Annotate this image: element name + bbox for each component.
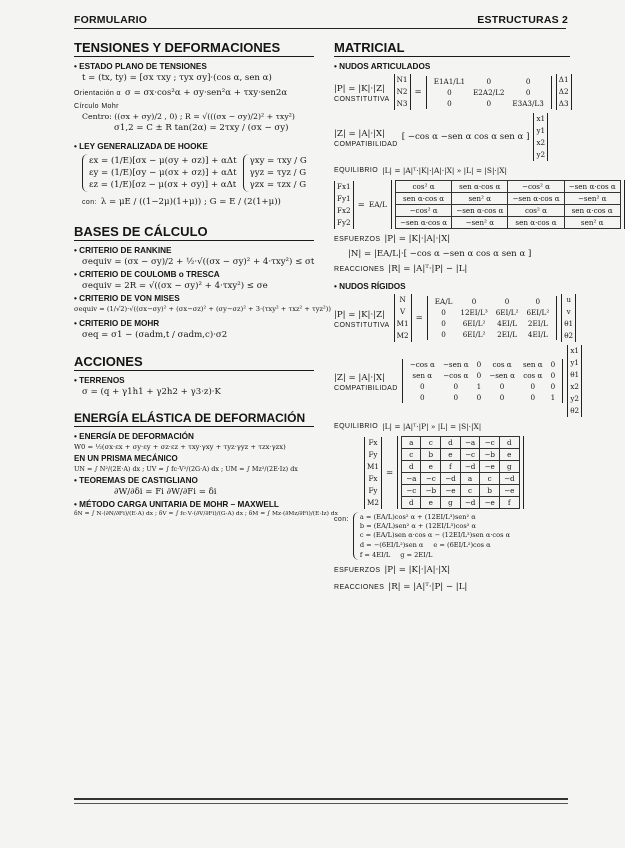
bullet-von-mises: • CRITERIO DE VON MISES: [74, 294, 314, 303]
art-p-eq: |P| = |K|·|Z|: [334, 83, 385, 94]
rig-a-matrix: −cos α −sen α 0 cos α sen α 0 sen α −cos α 0 −sen α cos α 0 0 0 1 0 0 0 0 0 0 0 0 1: [402, 359, 564, 403]
eq-gamma-xy: γxy = τxy / G: [249, 156, 307, 166]
eq-castigliano: ∂W/∂δi = Fi ∂W/∂Fi = δi: [114, 487, 217, 497]
eq-rankine: σequiv = (σx − σy)/2 + ½·√((σx − σy)² + 4·τxy²) ≤ σt: [82, 257, 315, 267]
section-title-bases: BASES DE CÁLCULO: [74, 224, 314, 241]
rig-con-label: con:: [334, 516, 349, 523]
eq-sigma12: σ1,2 = C ± R tan(2α) = 2τxy / (σx − σy): [114, 123, 289, 133]
art-reacciones-eq: |R| = |A|ᵀ·|P| − |L|: [388, 264, 468, 274]
section-title-tensiones: TENSIONES Y DEFORMACIONES: [74, 40, 314, 57]
rig-x-vector: x1 y1 θ1 x2 y2 θ2: [567, 345, 582, 417]
footer-rule: [74, 798, 568, 800]
rig-s-matrix: a c d −a −c d c b e −c −b e d e f −d −e g −a −c −d a c −d −c −b −e c b −e d e g −d −e f: [397, 436, 523, 509]
art-compat-label: COMPATIBILIDAD: [334, 140, 398, 148]
art-s-matrix: cos² α sen α·cos α −cos² α −sen α·cos α sen α·cos α sen² α −sen α·cos α −sen² α −cos² α −sen α·cos α cos² α sen α·cos α −sen α·cos α −sen² α sen α·cos α sen² α: [391, 180, 625, 229]
art-equil-eq: |L| = |A|ᵀ·|K|·|A|·|X| » |L| = |S|·|X|: [382, 166, 508, 175]
art-k-matrix: E1A1/L1 0 0 0 E2A2/L2 0 0 0 E3A3/L3: [426, 76, 552, 109]
rig-reacciones-eq: |R| = |A|ᵀ·|P| − |L|: [388, 582, 468, 592]
section-title-matricial: MATRICIAL: [334, 40, 570, 57]
rig-constitutiva-label: CONSTITUTIVA: [334, 321, 390, 329]
bullet-estado-plano: • ESTADO PLANO DE TENSIONES: [74, 62, 314, 71]
section-title-energia: ENERGÍA ELÁSTICA DE DEFORMACIÓN: [74, 411, 314, 427]
bullet-maxwell: • MÉTODO CARGA UNITARIA DE MOHR – MAXWELL: [74, 500, 314, 509]
bullet-castigliano: • TEOREMAS DE CASTIGLIANO: [74, 476, 314, 485]
rig-f-vector: Fx Fy M1 Fx Fy M2: [364, 437, 382, 509]
coef-e: e = (6EI/L²)cos α: [433, 541, 491, 549]
eq-eps-y: εy = (1/E)[σy − μ(σx + σz)] + αΔt: [89, 168, 237, 178]
header-rule: [74, 28, 566, 29]
hooke-system: [82, 154, 314, 192]
eq-gamma-yz: γyz = τyz / G: [249, 168, 307, 178]
rig-compat-label: COMPATIBILIDAD: [334, 384, 398, 392]
eq-gamma-zx: γzx = τzx / G: [249, 180, 307, 190]
coef-g: g = 2EI/L: [400, 551, 433, 559]
bullet-hooke: • LEY GENERALIZADA DE HOOKE: [74, 142, 314, 151]
art-esfuerzos-label: ESFUERZOS: [334, 235, 381, 243]
bullet-mohr: • CRITERIO DE MOHR: [74, 319, 314, 328]
eq-prisma: UN = ∫ N²/(2E·A) dx ; UV = ∫ fc·V²/(2G·A) dx ; UM = ∫ Mz²/(2E·Iz) dx: [74, 465, 298, 473]
art-reacciones-label: REACCIONES: [334, 265, 385, 273]
rig-p-eq: |P| = |K|·|Z|: [334, 309, 385, 320]
art-z-eq: |Z| = |A|·|X|: [334, 128, 386, 139]
eq-w0: W0 = ½(σx·εx + σy·εy + σz·εz + τxy·γxy + τyz·γyz + τzx·γzx): [74, 443, 286, 451]
rig-p-vector: N V M1 M2: [394, 294, 412, 342]
eq-eps-x: εx = (1/E)[σx − μ(σy + σz)] + αΔt: [89, 156, 237, 166]
eq-von-mises: σequiv = (1/√2)·√((σx−σy)² + (σx−σz)² + (σy−σz)² + 3·(τxy² + τxz² + τyz²)): [74, 305, 331, 313]
eq-orientacion: σ = σx·cos²α + σy·sen²α + τxy·sen2α: [125, 88, 288, 98]
label-con: con:: [82, 198, 97, 206]
bullet-nudos-articulados: • NUDOS ARTICULADOS: [334, 62, 570, 71]
label-orientacion: Orientación α: [74, 89, 121, 97]
art-z-vector: Δ1 Δ2 Δ3: [556, 74, 572, 110]
art-ea-l: EA/L: [368, 200, 387, 209]
eq-centro-radio: Centro: ((σx + σy)/2 , 0) ; R = √(((σx − σy)/2)² + τxy²): [82, 112, 295, 121]
rig-z-eq: |Z| = |A|·|X|: [334, 372, 386, 383]
eq-eps-z: εz = (1/E)[σz − μ(σx + σy)] + αΔt: [89, 180, 237, 190]
coef-d: d = −(6EI/L²)sen α: [359, 541, 424, 549]
coef-c: c = (EA/L)sen α·cos α − (12EI/L³)sen α·cos α: [359, 531, 511, 539]
eq-maxwell: δN = ∫ N·(∂N/∂Fi)/(E·A) dx ; δV = ∫ fc·V·(∂V/∂Fi)/(G·A) dx ; δM = ∫ Mz·(∂Mz/∂Fi)/(E·Iz) dx: [74, 511, 338, 517]
section-title-acciones: ACCIONES: [74, 354, 314, 371]
rig-equil-label: EQUILIBRIO: [334, 423, 379, 430]
art-esfuerzos-eq: |P| = |K|·|A|·|X|: [384, 234, 451, 244]
right-column: MATRICIAL • NUDOS ARTICULADOS |P| = |K|·|Z| CONSTITUTIVA N1 N2 N3 = E1A1/L1 0 0 0 E2A2/L2 0 0 0 E3A3/L3 Δ1 Δ2 Δ3 |Z| = |A|·|X| COMPATIBILIDAD [ −cos α −sen α cos α sen α ] x1 y1 x2 y2 EQUILIBRIO |L| = |A|ᵀ·|K|·|A|·|X| » |L| = |S|·|X| Fx1 Fy1 Fx2 Fy2 = EA/L cos² α sen α·cos α −cos² α −sen α·cos α sen α·cos α sen² α −sen α·cos α −sen² α −cos² α −sen α·cos α cos² α sen α·cos α −sen α·cos α −sen² α sen α·cos α sen² α ESFUERZOS |P| = |K|·|A|·|X| |N| = |EA/L|·[ −cos α −sen α cos α sen α ] REACCIONES |R| = |A|ᵀ·|P| − |L| • NUDOS RÍGIDOS |P| = |K|·|Z| CONSTITUTIVA N V M1 M2 = EA/L 0 0 0 0 12EI/L³ 6EI/L² 6EI/L² 0 6EI/L² 4EI/L 2EI/L 0 6EI/L² 2EI/L 4EI/L u v θ1 θ2 |Z| = |A|·|X| COMPATIBILIDAD −cos α −sen α 0 cos α sen α 0 sen α −cos α 0 −sen α cos α 0 0 0 1 0 0 0 0 0 0 0 0 1 x1 y1 θ1 x2 y2 θ2 EQUILIBRIO |L| = |A|ᵀ·|P| » |L| = |S|·|X| Fx Fy M1 Fx Fy M2 = a c d −a −c d c b e −c −b e d e f −d −e g −a −c −d a c −d −c −b −e c b −e d e g −d −e f con: a = (EA/L)cos² α + (12EI/L³)sen² α b = (EA/L)sen² α + (12EI/L³)cos² α c = (EA/L)sen α·cos α − (12EI/L³)sen α·cos α d = −(6EI/L²)sen α e = (6EI/L²)cos α f = 4EI/L g = 2EI/L ESFUERZOS |P| = |K|·|A|·|X| REACCIONES |R| = |A|ᵀ·|P| − |L|: [334, 40, 570, 597]
rig-reacciones-label: REACCIONES: [334, 583, 385, 591]
eq-terrenos: σ = (q + γ1h1 + γ2h2 + γ3·z)·K: [82, 387, 221, 397]
header-right: ESTRUCTURAS 2: [477, 14, 568, 26]
coef-a: a = (EA/L)cos² α + (12EI/L³)sen² α: [359, 513, 476, 521]
art-n-eq: |N| = |EA/L|·[ −cos α −sen α cos α sen α ]: [348, 249, 532, 259]
coef-b: b = (EA/L)sen² α + (12EI/L³)cos² α: [359, 522, 476, 530]
eq-lambda-g: λ = μE / ((1−2μ)(1+μ)) ; G = E / (2(1+μ)): [100, 197, 281, 207]
label-circulo-mohr: Círculo Mohr: [74, 103, 119, 110]
rig-equil-eq: |L| = |A|ᵀ·|P| » |L| = |S|·|X|: [382, 422, 482, 431]
art-p-vector: N1 N2 N3: [394, 74, 411, 110]
header-left: FORMULARIO: [74, 14, 148, 26]
art-equil-label: EQUILIBRIO: [334, 167, 379, 174]
bullet-tresca: • CRITERIO DE COULOMB o TRESCA: [74, 270, 314, 279]
bullet-nudos-rigidos: • NUDOS RÍGIDOS: [334, 282, 570, 291]
art-x-vector: x1 y1 x2 y2: [533, 113, 548, 161]
rig-esfuerzos-eq: |P| = |K|·|A|·|X|: [384, 565, 451, 575]
left-column: [74, 40, 338, 519]
art-constitutiva-label: CONSTITUTIVA: [334, 95, 390, 103]
hooke-gamma-block: [243, 154, 307, 192]
rig-esfuerzos-label: ESFUERZOS: [334, 566, 381, 574]
eq-mohr: σeq = σ1 − (σadm,t / σadm,c)·σ2: [82, 330, 228, 340]
art-f-vector: Fx1 Fy1 Fx2 Fy2: [334, 181, 354, 229]
rig-z-vector: u v θ1 θ2: [561, 294, 576, 342]
bullet-rankine: • CRITERIO DE RANKINE: [74, 246, 314, 255]
eq-tresca: σequiv = 2R = √((σx − σy)² + 4·τxy²) ≤ σe: [82, 281, 268, 291]
art-compat-row: [ −cos α −sen α cos α sen α ]: [401, 132, 530, 142]
rig-coeficientes: [353, 512, 510, 560]
bullet-energia-deformacion: • ENERGÍA DE DEFORMACIÓN: [74, 432, 314, 441]
footer-rule-thin: [74, 803, 568, 804]
coef-f: f = 4EI/L: [359, 551, 391, 559]
eq-tension-vector: t = (tx, ty) = [σx τxy ; τyx σy]·(cos α, sen α): [82, 73, 272, 83]
hooke-eps-block: [82, 154, 237, 192]
bullet-terrenos: • TERRENOS: [74, 376, 314, 385]
rig-k-matrix: EA/L 0 0 0 0 12EI/L³ 6EI/L² 6EI/L² 0 6EI/L² 4EI/L 2EI/L 0 6EI/L² 2EI/L 4EI/L: [427, 296, 557, 340]
subtitle-prisma: EN UN PRISMA MECÁNICO: [74, 454, 178, 463]
